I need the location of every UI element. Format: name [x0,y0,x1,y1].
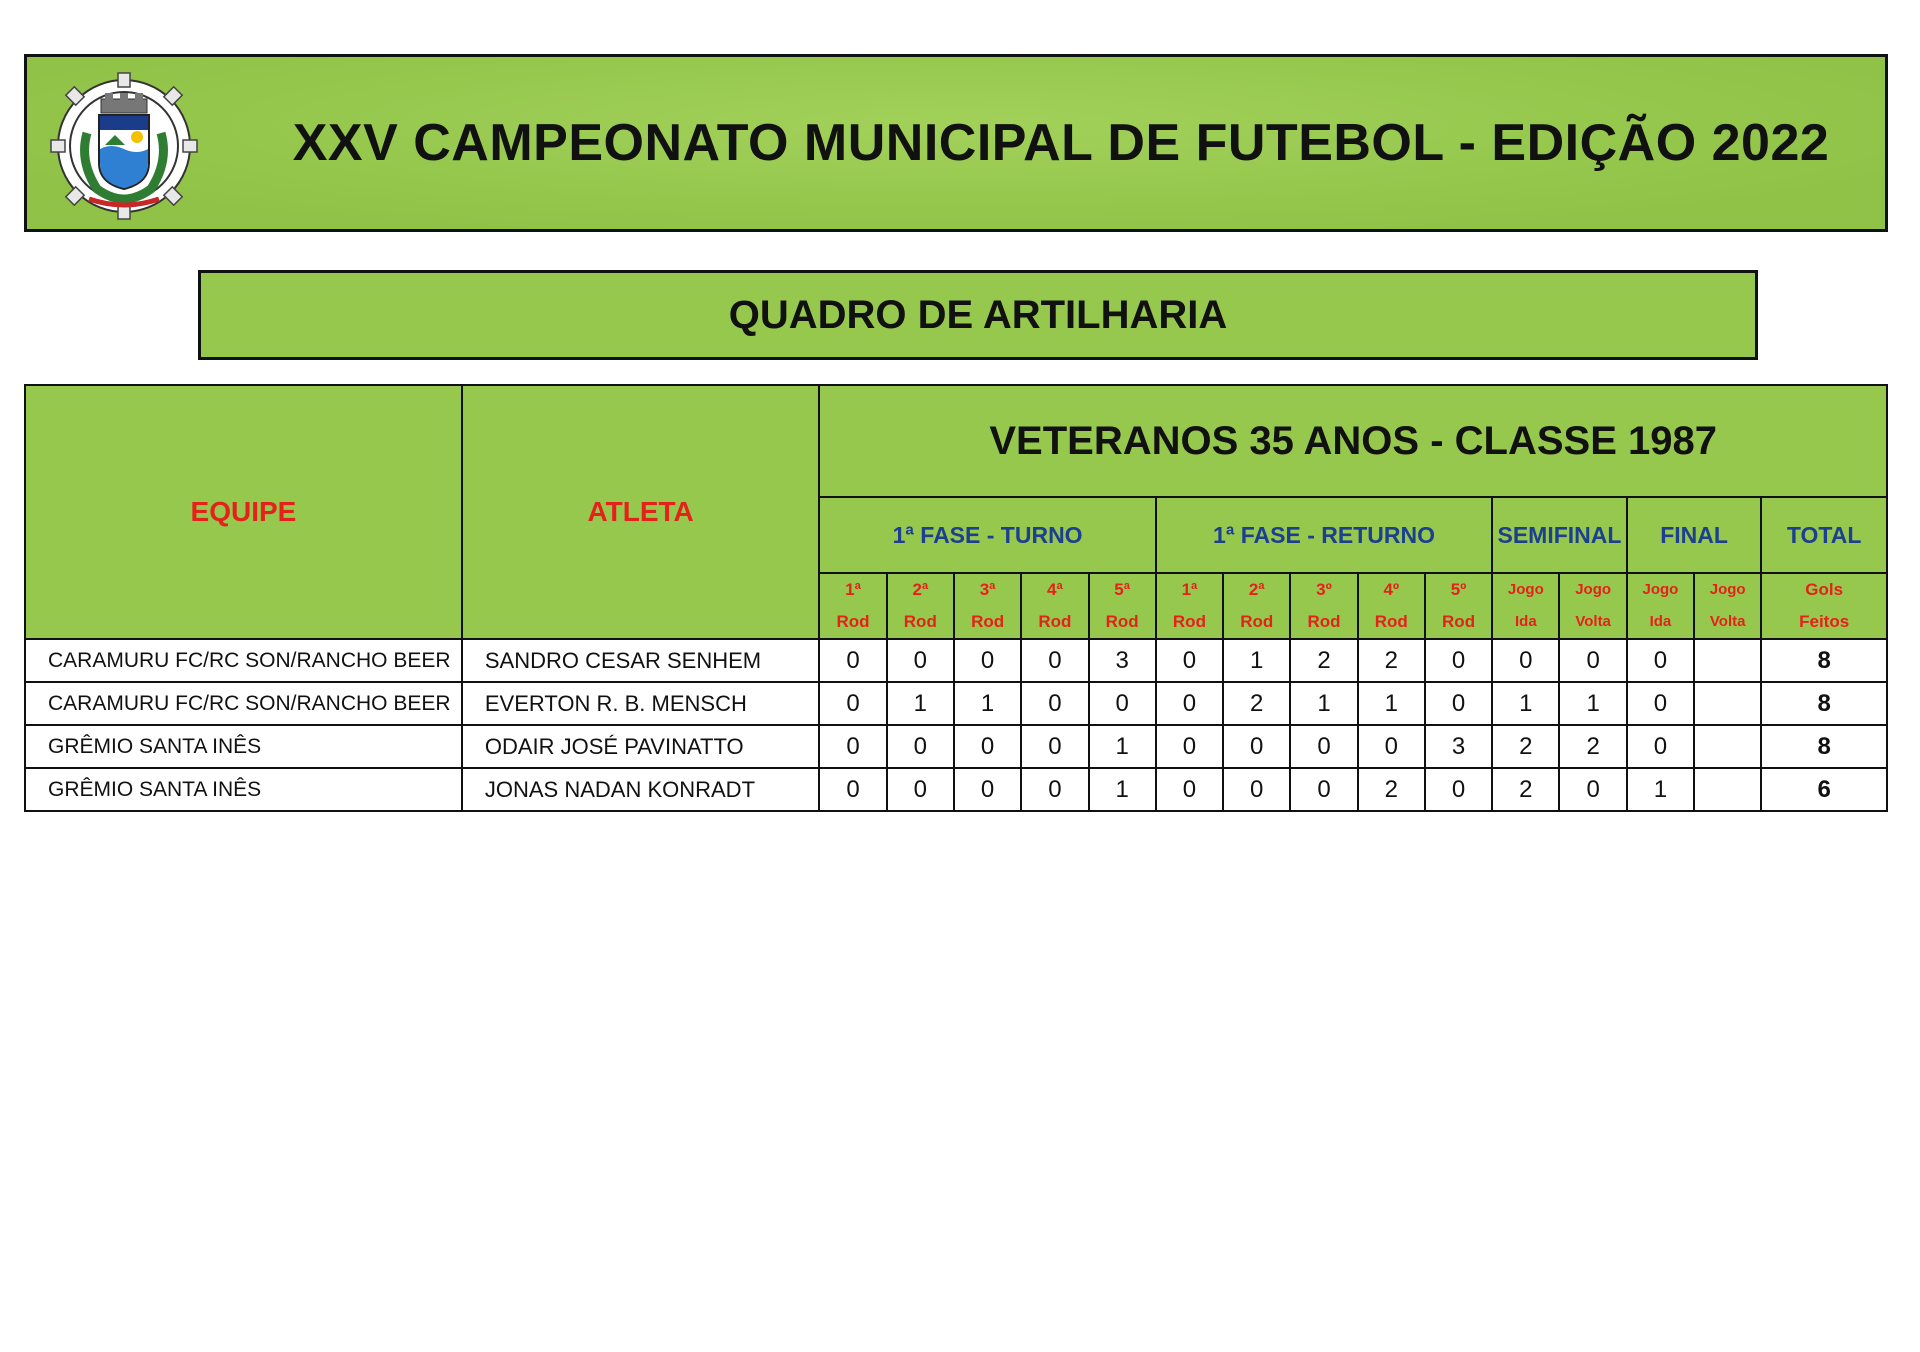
phase-turno-header: 1ª FASE - TURNO [819,497,1155,573]
total-header: TOTAL [1761,497,1887,573]
goals-cell [1694,768,1761,811]
round-subheader-bottom: Rod [1307,612,1341,631]
goals-cell [1694,725,1761,768]
round-subheader [954,573,1021,639]
round-subheader-top: 3º [1316,580,1332,599]
round-subheader [1492,573,1559,639]
round-subheader-bottom: Rod [1240,612,1274,631]
round-subheader-top: Jogo [1575,581,1612,598]
column-header-team: EQUIPE [25,385,462,639]
goals-cell: 0 [1156,725,1223,768]
goals-cell [1694,639,1761,682]
goals-cell: 3 [1425,725,1492,768]
scorers-table [24,384,1888,812]
round-subheader-top: 1ª [845,580,861,599]
round-subheader [1156,573,1223,639]
goals-cell: 2 [1290,639,1357,682]
goals-cell: 0 [1559,768,1626,811]
round-subheader [1290,573,1357,639]
goals-cell: 0 [1021,768,1088,811]
team-cell: GRÊMIO SANTA INÊS [25,768,462,811]
goals-cell: 0 [1627,725,1694,768]
goals-cell: 0 [1021,682,1088,725]
round-subheader-bottom: Rod [1038,612,1072,631]
athlete-cell: SANDRO CESAR SENHEM [462,639,820,682]
goals-cell: 0 [819,639,886,682]
goals-cell: 0 [819,682,886,725]
goals-cell: 0 [1156,682,1223,725]
goals-cell: 0 [1156,639,1223,682]
goals-cell: 0 [819,768,886,811]
round-subheader-bottom: Rod [1105,612,1139,631]
team-cell: GRÊMIO SANTA INÊS [25,725,462,768]
round-subheader-bottom: Rod [1374,612,1408,631]
round-subheader-top: 4º [1383,580,1400,599]
goals-cell: 0 [954,725,1021,768]
phase-final-header: FINAL [1627,497,1762,573]
goals-cell: 0 [819,725,886,768]
goals-cell: 0 [1425,682,1492,725]
goals-cell: 0 [887,768,954,811]
round-subheader-top: 5º [1450,580,1467,599]
goals-cell: 2 [1492,725,1559,768]
round-subheader-top: 4ª [1047,580,1063,599]
goals-cell: 0 [1223,768,1290,811]
phase-returno-header: 1ª FASE - RETURNO [1156,497,1492,573]
goals-cell: 1 [1290,682,1357,725]
goals-cell: 1 [1358,682,1425,725]
goals-cell: 2 [1559,725,1626,768]
team-cell: CARAMURU FC/RC SON/RANCHO BEER [25,682,462,725]
header-banner [24,54,1888,232]
table-row [25,639,1887,682]
goals-cell: 0 [887,639,954,682]
goals-cell: 1 [954,682,1021,725]
athlete-cell: EVERTON R. B. MENSCH [462,682,820,725]
round-subheader [1089,573,1156,639]
phase-semifinal-header: SEMIFINAL [1492,497,1627,573]
round-subheader [1223,573,1290,639]
goals-cell: 0 [1492,639,1559,682]
goals-cell: 0 [954,768,1021,811]
round-subheader [1358,573,1425,639]
round-subheader [1694,573,1761,639]
round-subheader-bottom: Feitos [1799,612,1850,631]
goals-cell: 0 [1290,725,1357,768]
goals-cell: 1 [1559,682,1626,725]
goals-cell: 0 [1223,725,1290,768]
goals-cell: 1 [1089,768,1156,811]
goals-cell: 0 [1627,639,1694,682]
round-subheader-top: 3ª [979,580,996,599]
team-cell: CARAMURU FC/RC SON/RANCHO BEER [25,639,462,682]
round-subheader-bottom: Rod [1442,612,1476,631]
goals-cell: 0 [1021,639,1088,682]
round-subheader [887,573,954,639]
round-subheader-bottom: Volta [1575,613,1611,630]
goals-cell: 2 [1358,768,1425,811]
goals-cell: 0 [1021,725,1088,768]
total-goals-cell: 8 [1761,725,1887,768]
goals-cell: 2 [1358,639,1425,682]
round-subheader [1021,573,1088,639]
municipal-coat-of-arms-logo [49,71,199,221]
goals-cell: 0 [1290,768,1357,811]
round-subheader-bottom: Ida [1515,613,1537,630]
goals-cell: 2 [1223,682,1290,725]
goals-cell: 0 [1425,639,1492,682]
round-subheader [1425,573,1492,639]
round-subheader-bottom: Rod [1172,612,1206,631]
total-goals-cell: 6 [1761,768,1887,811]
goals-cell: 2 [1492,768,1559,811]
total-goals-cell: 8 [1761,639,1887,682]
goals-cell: 0 [954,639,1021,682]
goals-cell: 3 [1089,639,1156,682]
category-title: VETERANOS 35 ANOS - CLASSE 1987 [819,385,1887,497]
goals-cell: 0 [1156,768,1223,811]
athlete-cell: ODAIR JOSÉ PAVINATTO [462,725,820,768]
goals-cell: 1 [1089,725,1156,768]
goals-cell: 0 [1627,682,1694,725]
round-subheader-top: Jogo [1642,581,1679,598]
goals-cell: 0 [1358,725,1425,768]
goals-cell: 0 [1559,639,1626,682]
round-subheader-top: Gols [1805,580,1844,599]
round-subheader-top: 5ª [1114,580,1131,599]
round-subheader-top: 2ª [912,580,929,599]
round-subheader-bottom: Volta [1709,613,1746,630]
round-subheader [1559,573,1626,639]
round-subheader-top: Jogo [1507,581,1544,598]
athlete-cell: JONAS NADAN KONRADT [462,768,820,811]
round-subheader-bottom: Ida [1649,613,1672,630]
total-goals-cell: 8 [1761,682,1887,725]
column-header-athlete: ATLETA [462,385,820,639]
table-row [25,768,1887,811]
round-subheader [1627,573,1694,639]
round-subheader-top: 1ª [1181,580,1198,599]
round-subheader-bottom: Rod [971,612,1005,631]
round-subheader-bottom: Rod [903,612,937,631]
round-subheader [1761,573,1887,639]
artillery-board-title: QUADRO DE ARTILHARIA [198,270,1758,360]
goals-cell [1694,682,1761,725]
round-subheader [819,573,886,639]
table-row [25,682,1887,725]
round-subheader-bottom: Rod [836,612,870,631]
goals-cell: 1 [1223,639,1290,682]
goals-cell: 1 [1492,682,1559,725]
table-row [25,725,1887,768]
goals-cell: 0 [1089,682,1156,725]
goals-cell: 1 [887,682,954,725]
round-subheader-top: Jogo [1709,581,1746,598]
round-subheader-top: 2ª [1248,580,1265,599]
goals-cell: 0 [1425,768,1492,811]
goals-cell: 0 [887,725,954,768]
goals-cell: 1 [1627,768,1694,811]
championship-title: XXV CAMPEONATO MUNICIPAL DE FUTEBOL - EDIÇÃO 2022 [292,114,1830,172]
